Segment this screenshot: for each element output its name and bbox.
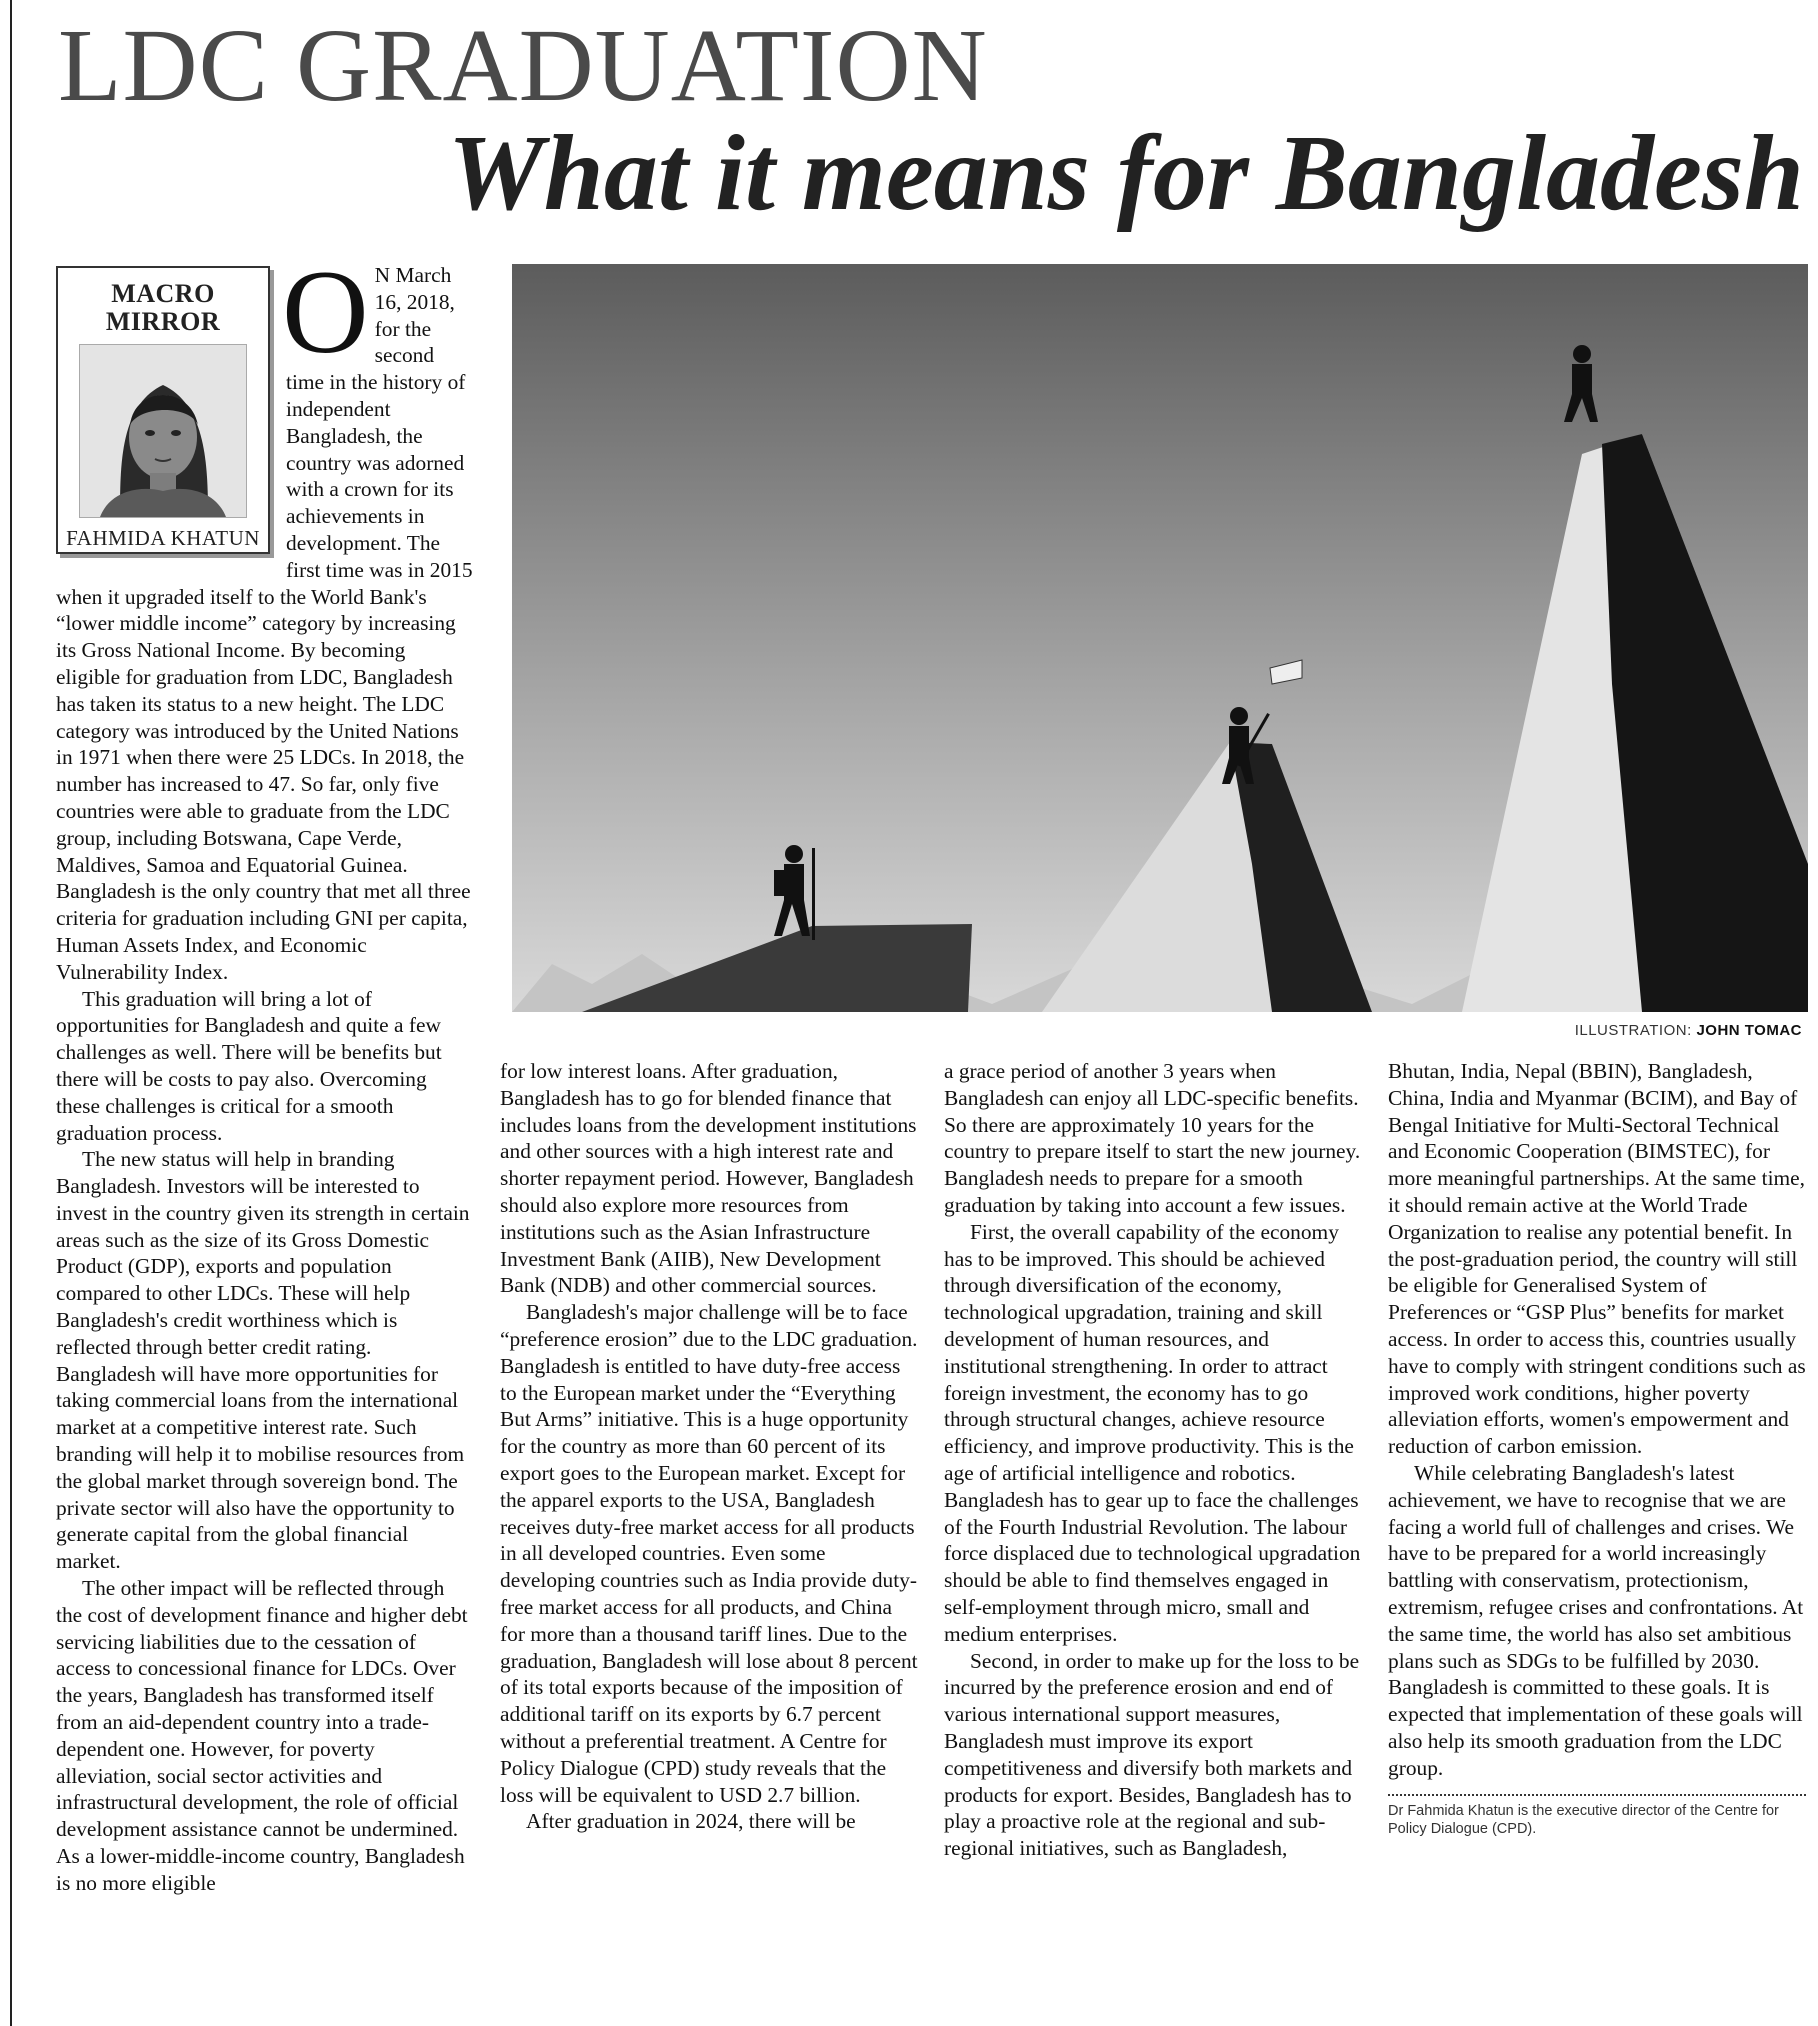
credit-label: ILLUSTRATION:: [1574, 1022, 1692, 1039]
credit-name: JOHN TOMAC: [1696, 1022, 1802, 1039]
paragraph: Bangladesh's major challenge will be to face “preference erosion” due to the LDC graduation. Bangladesh is entitled to have duty-free access to the European market under the “Everything But Arms” initiative. This is a huge opportunity for the country as more than 60 percent of its export goes to the European market. Except for the apparel exports to the USA, Bangladesh receives duty-free market access for all products in all developed countries. Even some developing countries such as India provide duty-free market access for all products, and China for more than a thousand tariff lines. Due to the graduation, Bangladesh will lose about 8 percent of its total exports because of the imposition of additional tariff on its exports by 6.7 percent without a preferential treatment. A Centre for Policy Dialogue (CPD) study reveals that the loss will be equivalent to USD 2.7 billion.: [500, 1300, 918, 1807]
author-name: FAHMIDA KHATUN: [66, 526, 260, 550]
article-column-2: [500, 1058, 918, 1835]
author-bio: Dr Fahmida Khatun is the executive director of the Centre for Policy Dialogue (CPD).: [1388, 1794, 1806, 1838]
paragraph: This graduation will bring a lot of opportunities for Bangladesh and quite a few challenges as well. There will be benefits but there will be costs to pay also. Overcoming these challenges is critical for a smooth graduation process.: [56, 986, 442, 1145]
paragraph: Bhutan, India, Nepal (BBIN), Bangladesh, China, India and Myanmar (BCIM), and Bay of Bengal Initiative for Multi-Sectoral Technical and Economic Cooperation (BIMSTEC), for more meaningful partnerships. At the same time, it should remain active at the World Trade Organization to realise any potential benefit. In the post-graduation period, the country will still be eligible for Generalised System of Preferences or “GSP Plus” benefits for market access. In order to access this, countries usually have to comply with stringent conditions such as improved work conditions, higher poverty alleviation efforts, women's empowerment and reduction of carbon emission.: [1388, 1059, 1806, 1459]
paragraph: a grace period of another 3 years when Bangladesh can enjoy all LDC-specific benefits. So there are approximately 10 years for the country to prepare itself to start the new journey. Bangladesh needs to prepare for a smooth graduation by taking into account a few issues.: [944, 1059, 1361, 1217]
author-portrait: [79, 344, 247, 518]
paragraph: First, the overall capability of the economy has to be improved. This should be achieved through diversification of the economy, technological upgradation, training and skill development of human resources, and institutional strengthening. In order to attract foreign investment, the economy has to go through structural changes, achieve resource efficiency, and improve productivity. This is the age of artificial intelligence and robotics. Bangladesh has to gear up to face the challenges of the Fourth Industrial Revolution. The labour force displaced due to technological upgradation should be able to find themselves engaged in self-employment through micro, small and medium enterprises.: [944, 1219, 1361, 1646]
article-column-4: [1388, 1058, 1806, 1838]
columnist-box: [56, 266, 270, 554]
subheadline: What it means for Bangladesh: [447, 114, 1804, 233]
paragraph: While celebrating Bangladesh's latest achievement, we have to recognise that we are facing a world full of challenges and crises. We have to be prepared for a world increasingly battling with conservatism, protectionism, extremism, refugee crises and confrontations. At the same time, the world has also set ambitious plans such as SDGs to be fulfilled by 2030. Bangladesh is committed to these goals. It is expected that implementation of these goals will also help its smooth graduation from the LDC group.: [1388, 1460, 1804, 1780]
column-name-line: MIRROR: [105, 307, 221, 336]
headline: LDC GRADUATION: [58, 8, 988, 123]
page-left-rule: [10, 0, 12, 2026]
paragraph: After graduation in 2024, there will be: [526, 1809, 856, 1834]
paragraph: Second, in order to make up for the loss to be incurred by the preference erosion and end of various international support measures, Bangladesh must improve its export competitiveness and diversify both markets and products for export. Besides, Bangladesh has to play a proactive role at the regional and sub-regional initiatives, such as Bangladesh,: [944, 1648, 1360, 1861]
illustration-credit: [1575, 1022, 1802, 1039]
article-column-3: [944, 1058, 1362, 1862]
paragraph: The other impact will be reflected through the cost of development finance and higher debt servicing liabilities due to the cessation of access to concessional finance for LDCs. Over the years, Bangladesh has transformed itself from an aid-dependent country into a trade-dependent one. However, for poverty alleviation, social sector activities and infrastructural development, the role of official development assistance cannot be undermined. As a lower-middle-income country, Bangladesh is no more eligible: [56, 1576, 468, 1895]
paragraph: N March 16, 2018, for the second time in the history of independent Bangladesh, the country was adorned with a crown for its achievements in development. The first time was in 2015 when it upgraded itself to the World Bank's “lower middle income” category by increasing its Gross National Income. By becoming eligible for graduation from LDC, Bangladesh has taken its status to a new height. The LDC category was introduced by the United Nations in 1971 when there were 25 LDCs. In 2018, the number has increased to 47. So far, only five countries were able to graduate from the LDC group, including Botswana, Cape Verde, Maldives, Samoa and Equatorial Guinea. Bangladesh is the only country that met all three criteria for graduation including GNI per capita, Human Assets Index, and Economic Vulnerability Index.: [56, 263, 473, 984]
illustration: [512, 264, 1808, 1012]
drop-cap: O: [282, 245, 369, 378]
paragraph: The new status will help in branding Bangladesh. Investors will be interested to invest in the country given its strength in certain areas such as the size of its Gross Domestic Product (GDP), exports and population compared to other LDCs. These will help Bangladesh's credit worthiness which is reflected through better credit rating. Bangladesh will have more opportunities for taking commercial loans from the international market at a competitive interest rate. Such branding will help it to mobilise resources from the global market through sovereign bond. The private sector will also have the opportunity to generate capital from the global financial market.: [56, 1147, 470, 1574]
paragraph: for low interest loans. After graduation, Bangladesh has to go for blended finance that includes loans from the development institutions and other sources with a high interest rate and shorter repayment period. However, Bangladesh should also explore more resources from institutions such as the Asian Infrastructure Investment Bank (AIIB), New Development Bank (NDB) and other commercial sources.: [500, 1059, 917, 1298]
column-name: [58, 280, 268, 336]
column-name-line: MACRO: [111, 279, 215, 308]
